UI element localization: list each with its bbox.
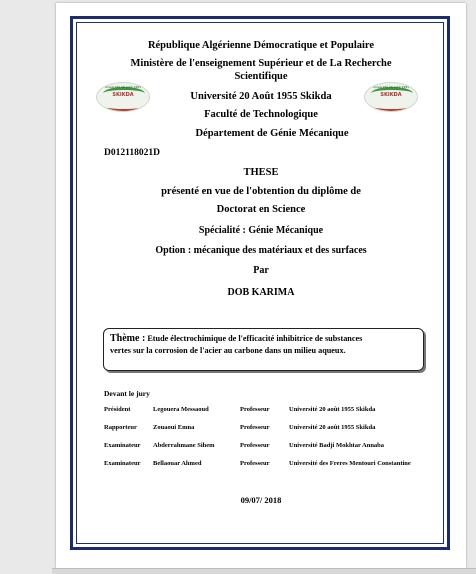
jury-grade: Professeur (240, 442, 270, 449)
department-name: Département de Génie Mécanique (195, 128, 349, 139)
thesis-specialty: Spécialité : Génie Mécanique (198, 225, 324, 236)
jury-name: Legouera Messaoud (153, 406, 209, 413)
theme-box (103, 328, 424, 371)
thesis-type: THESE (243, 167, 279, 178)
theme-text-2: vertes sur la corrosion de l'acier au carbone dans un milieu aqueux. (110, 346, 346, 355)
ministry-line: Ministère de l'enseignement Supérieur et de La Recherche (130, 58, 392, 69)
theme-line-1 (110, 333, 417, 345)
document-page (56, 3, 466, 568)
university-logo-left: Université 20 Août 1955 SKIKDA (96, 82, 150, 112)
thesis-date: 09/07/ 2018 (240, 495, 282, 505)
jury-role: Examinateur (104, 460, 141, 467)
thesis-option: Option : mécanique des matériaux et des surfaces (155, 245, 367, 256)
thesis-author: DOB KARIMA (227, 287, 295, 298)
document-reference: D012118021D (104, 148, 160, 158)
jury-institution: Université 20 août 1955 Skikda (289, 424, 376, 431)
thesis-purpose: présenté en vue de l'obtention du diplôme de (161, 186, 361, 197)
jury-grade: Professeur (240, 460, 270, 467)
jury-name: Zouaoui Emna (153, 424, 195, 431)
jury-role: Président (104, 406, 131, 413)
university-name: Université 20 Août 1955 Skikda (190, 91, 332, 102)
theme-label: Thème : (110, 333, 146, 344)
jury-grade: Professeur (240, 406, 270, 413)
thesis-by: Par (253, 265, 269, 276)
jury-grade: Professeur (240, 424, 270, 431)
jury-institution: Université des Freres Mentouri Constantine (289, 460, 411, 467)
jury-institution: Université 20 août 1955 Skikda (289, 406, 376, 413)
jury-role: Rapporteur (104, 424, 137, 431)
jury-title: Devant le jury (104, 389, 150, 398)
jury-name: Abderrahmane Sihem (153, 442, 215, 449)
jury-role: Examinateur (104, 442, 141, 449)
theme-text-1: Etude électrochimique de l'efficacité inhibitrice de substances (147, 334, 363, 343)
faculty-name: Faculté de Technologique (204, 109, 318, 120)
university-logo-right: Université 20 Août 1955 SKIKDA (364, 82, 418, 112)
jury-institution: Université Badji Mokhtar Annaba (289, 442, 385, 449)
thesis-degree: Doctorat en Science (216, 204, 306, 215)
jury-name: Bellaouar Ahmed (153, 460, 202, 467)
republic-line: République Algérienne Démocratique et Populaire (147, 40, 375, 51)
viewer-bottom-bar (52, 568, 476, 574)
ministry-line-2: Scientifique (234, 71, 288, 82)
